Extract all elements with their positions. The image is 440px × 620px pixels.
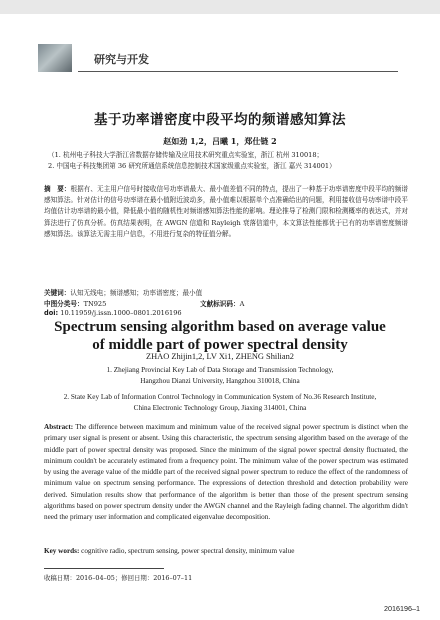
affiliation-cn-2: 2. 中国电子科技集团第 36 研究所通信系统信息控制技术国家级重点实验室，浙江 嘉兴 314001） <box>48 162 336 170</box>
authors-cn: 赵如劲 1,2，吕曦 1，郑仕链 2 <box>163 136 277 146</box>
section-header <box>38 44 398 72</box>
clc-cn <box>44 298 106 308</box>
abstract-en-label: Abstract: <box>44 423 74 431</box>
clc-cn-text: TN925 <box>83 300 107 308</box>
affiliation-en-1: 1. Zhejiang Provincial Key Lab of Data Storage and Transmission Technology, <box>106 366 334 374</box>
clc-cn-label: 中图分类号： <box>44 300 84 308</box>
footnote-divider <box>44 568 164 569</box>
received-revised-dates: 收稿日期：2016–04–05；修回日期：2016–07–11 <box>44 574 193 582</box>
section-divider <box>78 71 398 72</box>
doc-code-cn-text: A <box>239 300 245 308</box>
doc-code-cn-label: 文献标识码： <box>200 300 240 308</box>
doc-code-cn <box>200 298 244 308</box>
keywords-cn-text: 认知无线电；频谱感知；功率谱密度；最小值 <box>70 289 203 297</box>
keywords-en-label: Key words: <box>44 547 80 555</box>
affiliation-en-4: China Electronic Technology Group, Jiaxing 314001, China <box>133 404 307 412</box>
doi-text: 10.11959/j.issn.1000–0801.2016196 <box>60 309 182 317</box>
affiliation-en-2: Hangzhou Dianzi University, Hangzhou 310018, China <box>140 377 300 385</box>
abstract-cn-text: 根据有、无主用户信号时接收信号功率谱最大、最小值差值不同的特点，提出了一种基于功率谱密度中段平均的频谱感知算法。针对估计的信号功率谱在最小值附近波动多，最小值难以根据单个点准确给出的问题，利用接收信号功率谱中段平均值估计功率谱的最小值，降低最小值的随机性对频谱感知算法性能的影响。理论推导了检测门限和检测概率的表达式，并对算法进行了仿真分析。仿真结果表明，在 AWGN 信道和 Rayleigh 衰落信道中，本文算法性能都优于已有的功率谱密度频谱感知算法。该算法无需主用户信息，不用进行复杂的特征值分解。 <box>44 185 409 238</box>
top-shade-bar <box>0 0 440 14</box>
abstract-en-text: The difference between maximum and minimum value of the received signal power spectrum is distinct when the primary user signal is present or absent. Using this characteristic, the spectrum sensing algorithm based on the average of the middle part of power spectral density was proposed. Since the minimum of the signal power spectral density fluctuated, the minimum couldn't be accurately estimated from a frequency point. The minimum value of the power spectrum was estimated by using the average value of the middle part of the received signal power spectrum to reduce the effect of the randomness of minimum value on spectrum sensing performance. The expressions of detection threshold and detection probability were derived. Simulation results show that performance of the algorithm is better than those of the present spectrum sensing algorithms based on power spectrum density under the AWGN channel and the Rayleigh fading channel. The algorithm didn't need the primary user information and complicated eigenvalue decomposition. <box>44 423 408 522</box>
doi <box>44 309 182 317</box>
section-label: 研究与开发 <box>94 53 149 66</box>
authors-en: ZHAO Zhijin1,2, LV Xi1, ZHENG Shilian2 <box>146 352 294 361</box>
section-photo-thumbnail <box>38 44 72 72</box>
keywords-en-text: cognitive radio, spectrum sensing, power spectral density, minimum value <box>81 547 295 555</box>
doi-label: doi: <box>44 309 59 317</box>
paper-title-en-2: of middle part of power spectral density <box>92 337 348 353</box>
paper-title-en-1: Spectrum sensing algorithm based on average value <box>54 319 386 335</box>
affiliation-en-3: 2. State Key Lab of Information Control Technology in Communication System of No.36 Research Institute, <box>63 393 377 401</box>
paper-title-cn: 基于功率谱密度中段平均的频谱感知算法 <box>94 112 346 128</box>
abstract-cn-label: 摘 要： <box>44 185 71 193</box>
affiliation-cn-1: （1. 杭州电子科技大学浙江省数据存储传输及应用技术研究重点实验室，浙江 杭州 310018； <box>48 151 324 159</box>
keywords-en <box>44 547 408 555</box>
keywords-cn <box>44 287 202 297</box>
keywords-cn-label: 关键词： <box>44 289 71 297</box>
page-identifier: 2016196–1 <box>384 604 420 613</box>
abstract-cn <box>44 184 408 240</box>
abstract-en <box>44 422 408 524</box>
